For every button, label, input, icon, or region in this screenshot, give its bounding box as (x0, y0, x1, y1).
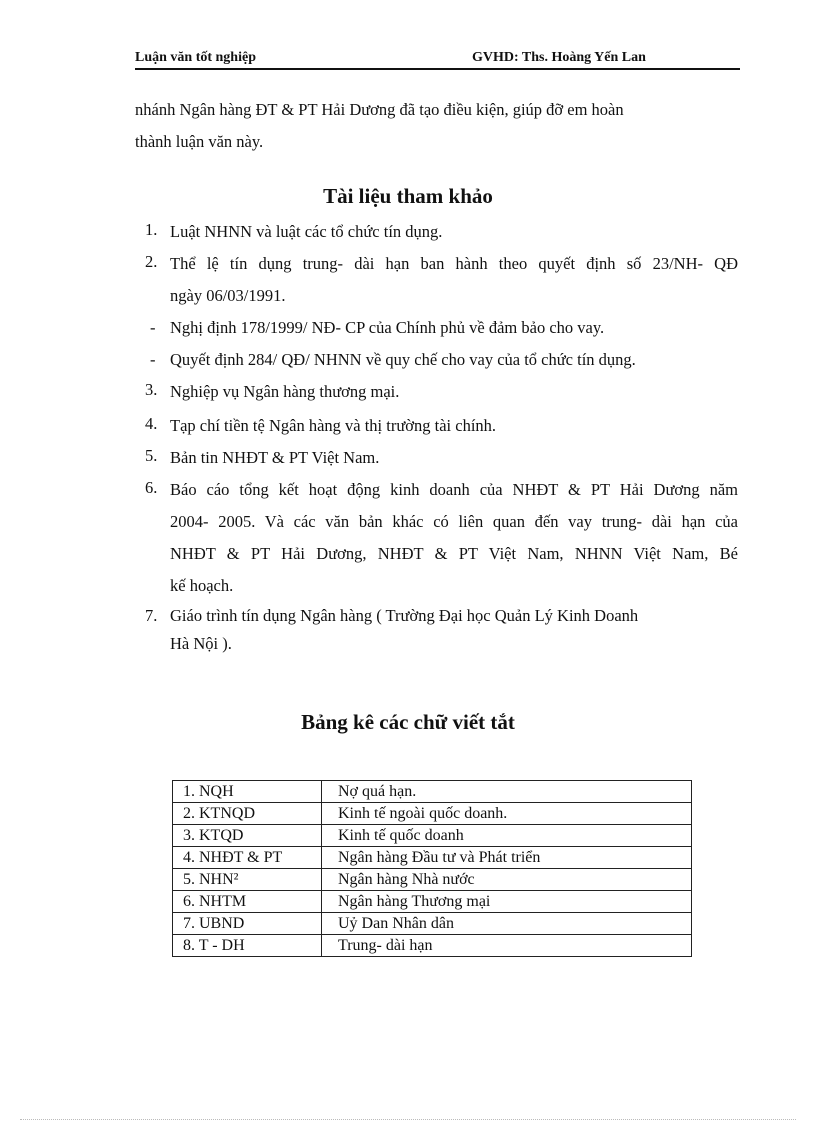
meaning-cell: Kinh tế ngoài quốc doanh. (322, 803, 692, 825)
reference-text (170, 442, 738, 474)
reference-number: 6. (145, 478, 158, 497)
table-row (173, 847, 692, 869)
reference-line: Thể lệ tín dụng trung- dài hạn ban hành theo quyết định số 23/NH- QĐ (170, 254, 738, 273)
abbreviation-cell: 1. NQH (173, 781, 322, 803)
reference-number: 1. (145, 220, 158, 239)
reference-line: Bản tin NHĐT & PT Việt Nam. (170, 448, 380, 467)
reference-text (170, 312, 738, 344)
reference-line: Giáo trình tín dụng Ngân hàng ( Trường Đại học Quản Lý Kinh Doanh (170, 606, 639, 625)
reference-line: 2004- 2005. Và các văn bản khác có liên quan đến vay trung- dài hạn của (170, 512, 738, 531)
reference-text (170, 376, 738, 408)
abbreviations-table (172, 780, 692, 957)
reference-number: 4. (145, 414, 158, 433)
reference-line: ngày 06/03/1991. (170, 286, 286, 305)
header-advisor: GVHD: Ths. Hoàng Yến Lan (472, 50, 646, 65)
abbreviation-cell: 2. KTNQD (173, 803, 322, 825)
page-bottom-divider (20, 1119, 796, 1120)
abbreviation-cell: 5. NHN² (173, 869, 322, 891)
references-title: Tài liệu tham khảo (323, 184, 493, 208)
reference-line: Hà Nội ). (170, 634, 232, 653)
table-row (173, 869, 692, 891)
reference-line: NHĐT & PT Hải Dương, NHĐT & PT Việt Nam, NHNN Việt Nam, Bé (170, 544, 738, 563)
abbreviation-cell: 6. NHTM (173, 891, 322, 913)
reference-dash: - (150, 318, 156, 337)
reference-number: 2. (145, 252, 158, 271)
reference-line: kế hoạch. (170, 576, 234, 595)
reference-text (170, 410, 738, 442)
table-row (173, 913, 692, 935)
abbreviation-cell: 3. KTQD (173, 825, 322, 847)
reference-line: Tạp chí tiền tệ Ngân hàng và thị trường tài chính. (170, 416, 497, 435)
reference-text (170, 216, 738, 248)
reference-dash: - (150, 350, 156, 369)
reference-line: Báo cáo tổng kết hoạt động kinh doanh của NHĐT & PT Hải Dương năm (170, 480, 738, 499)
meaning-cell: Nợ quá hạn. (322, 781, 692, 803)
table-row (173, 891, 692, 913)
intro-line-2: thành luận văn này. (135, 132, 264, 151)
reference-text (170, 474, 738, 602)
header-thesis-label: Luận văn tốt nghiệp (135, 50, 256, 65)
reference-line: Quyết định 284/ QĐ/ NHNN về quy chế cho vay của tổ chức tín dụng. (170, 350, 636, 369)
reference-number: 7. (145, 606, 158, 625)
meaning-cell: Trung- dài hạn (322, 935, 692, 957)
reference-text (170, 602, 738, 658)
abbreviations-title: Bảng kê các chữ viết tắt (301, 710, 515, 734)
reference-line: Nghị định 178/1999/ NĐ- CP của Chính phủ về đảm bảo cho vay. (170, 318, 605, 337)
meaning-cell: Ngân hàng Thương mại (322, 891, 692, 913)
table-row (173, 825, 692, 847)
reference-number: 5. (145, 446, 158, 465)
abbreviation-cell: 8. T - DH (173, 935, 322, 957)
intro-line-1: nhánh Ngân hàng ĐT & PT Hải Dương đã tạo điều kiện, giúp đỡ em hoàn (135, 100, 624, 119)
meaning-cell: Uỷ Dan Nhân dân (322, 913, 692, 935)
abbreviation-cell: 4. NHĐT & PT (173, 847, 322, 869)
intro-paragraph (135, 94, 738, 158)
reference-line: Luật NHNN và luật các tổ chức tín dụng. (170, 222, 443, 241)
reference-text (170, 248, 738, 312)
table-row (173, 803, 692, 825)
table-row (173, 781, 692, 803)
meaning-cell: Kinh tế quốc doanh (322, 825, 692, 847)
page-header (135, 50, 740, 70)
reference-line: Nghiệp vụ Ngân hàng thương mại. (170, 382, 400, 401)
abbreviation-cell: 7. UBND (173, 913, 322, 935)
table-row (173, 935, 692, 957)
reference-text (170, 344, 738, 376)
meaning-cell: Ngân hàng Nhà nước (322, 869, 692, 891)
meaning-cell: Ngân hàng Đầu tư và Phát triển (322, 847, 692, 869)
reference-number: 3. (145, 380, 158, 399)
